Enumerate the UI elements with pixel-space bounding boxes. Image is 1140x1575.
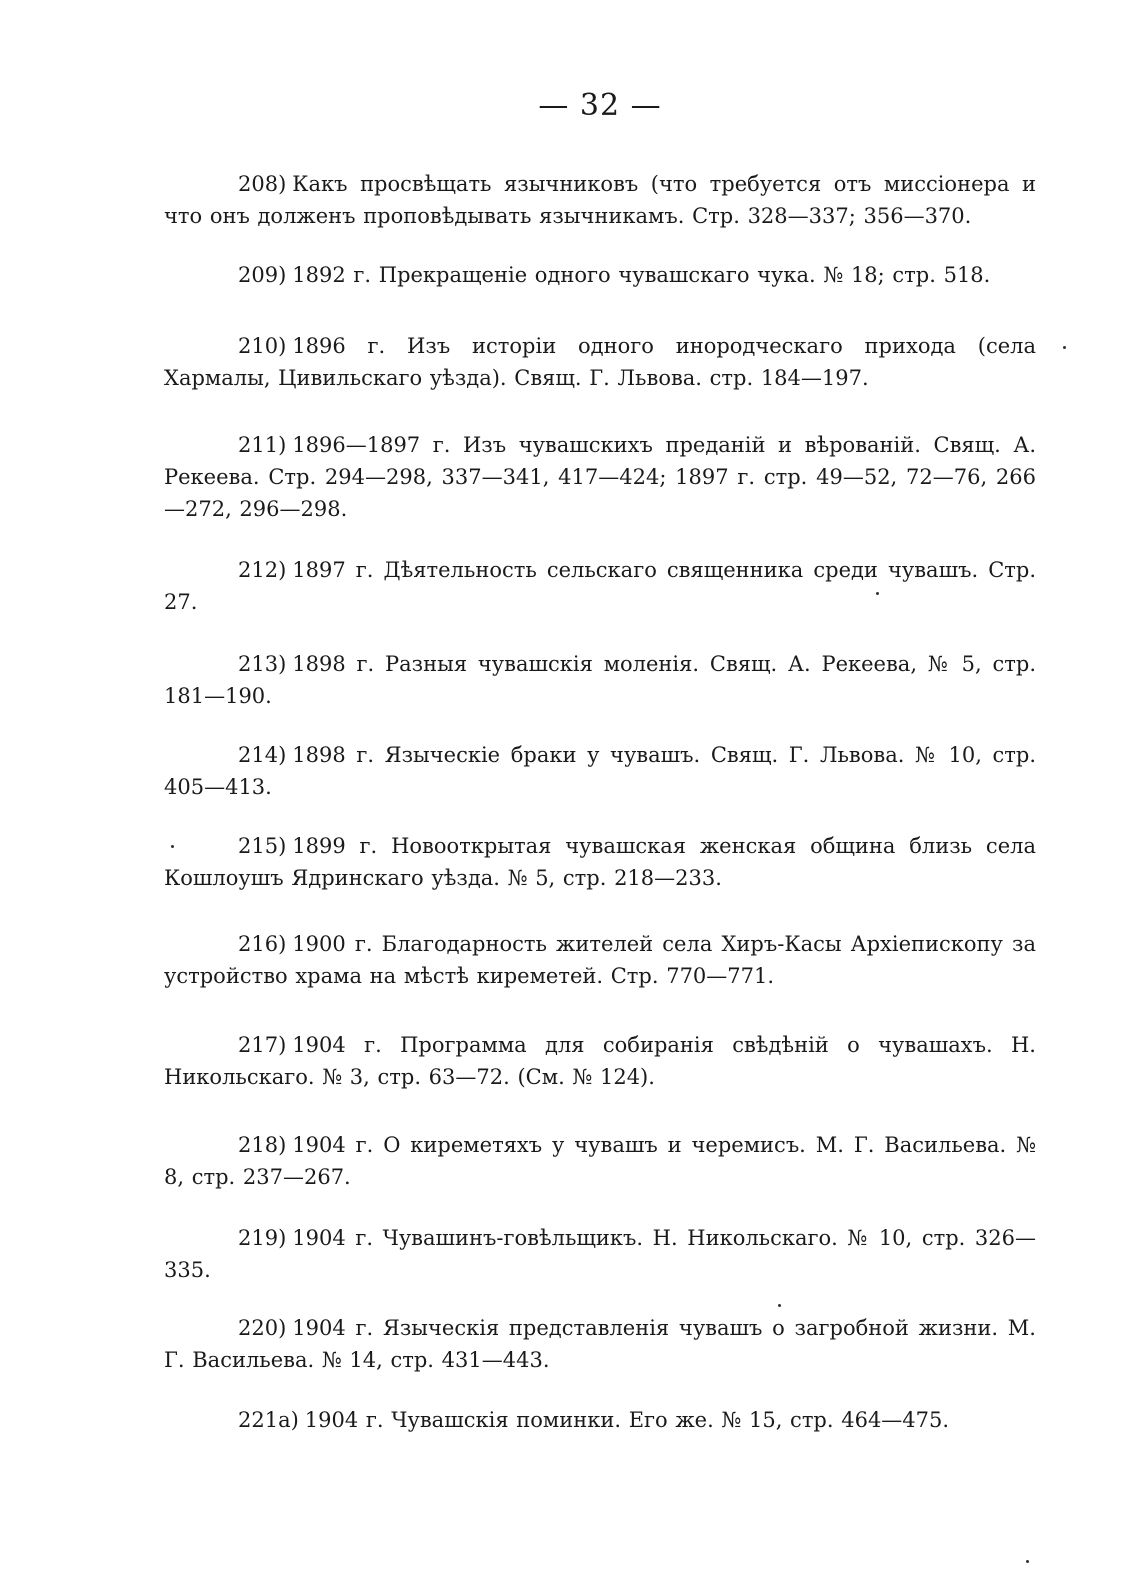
entry-text: 1904 г. Программа для собиранія свѣдѣній о чувашахъ. Н. Никольскаго. № 3, стр. 63—72. (См. № 124). <box>164 1033 1036 1089</box>
bibliography-entry-214 <box>164 739 1036 803</box>
bibliography-entry-217 <box>164 1029 1036 1093</box>
entry-number: 208) <box>238 172 287 196</box>
entry-text: 1904 г. Чувашинъ-говѣльщикъ. Н. Никольскаго. № 10, стр. 326—335. <box>164 1226 1036 1282</box>
scan-speck <box>778 1304 781 1307</box>
entry-number: 213) <box>238 652 287 676</box>
entry-text: 1900 г. Благодарность жителей села Хиръ-Касы Архіепископу за устройство храма на мѣстѣ киреметей. Стр. 770—771. <box>164 932 1036 988</box>
entry-number: 209) <box>238 263 287 287</box>
entry-text: 1897 г. Дѣятельность сельскаго священника среди чувашъ. Стр. 27. <box>164 558 1036 614</box>
bibliography-entry-218 <box>164 1129 1036 1193</box>
entry-number: 220) <box>238 1316 287 1340</box>
entry-number: 211) <box>238 433 287 457</box>
bibliography-entry-209 <box>164 259 1036 291</box>
entry-text: 1892 г. Прекращеніе одного чувашскаго чука. № 18; стр. 518. <box>292 263 991 287</box>
entry-text: 1904 г. О киреметяхъ у чувашъ и черемисъ. М. Г. Васильева. № 8, стр. 237—267. <box>164 1133 1036 1189</box>
entry-text: 1904 г. Чувашскія поминки. Его же. № 15, стр. 464—475. <box>304 1408 950 1432</box>
entry-number: 212) <box>238 558 287 582</box>
scan-speck <box>876 592 879 595</box>
bibliography-entry-208 <box>164 168 1036 232</box>
bibliography-entry-216 <box>164 928 1036 992</box>
entry-text: 1898 г. Разныя чувашскія моленія. Свящ. А. Рекеева, № 5, стр. 181—190. <box>164 652 1036 708</box>
entry-text: 1898 г. Языческіе браки у чувашъ. Свящ. Г. Львова. № 10, стр. 405—413. <box>164 743 1036 799</box>
page-number: — 32 — <box>538 88 662 123</box>
entry-number: 210) <box>238 334 287 358</box>
scan-speck <box>171 845 174 848</box>
bibliography-entry-221a <box>164 1404 1036 1436</box>
scan-speck <box>1026 1560 1029 1563</box>
entry-number: 215) <box>238 834 287 858</box>
entry-number: 214) <box>238 743 287 767</box>
entry-number: 221a) <box>238 1408 299 1432</box>
bibliography-entry-215 <box>164 830 1036 894</box>
bibliography-entry-213 <box>164 648 1036 712</box>
scan-speck <box>1063 346 1066 349</box>
entry-number: 216) <box>238 932 287 956</box>
entry-number: 218) <box>238 1133 287 1157</box>
entry-text: 1896—1897 г. Изъ чувашскихъ преданій и вѣрованій. Свящ. А. Рекеева. Стр. 294—298, 337—341, 417—424; 1897 г. стр. 49—52, 72—76, 266—272, 296—298. <box>164 433 1036 521</box>
entry-text: 1899 г. Новооткрытая чувашская женская община близь села Кошлоушъ Ядринскаго уѣзда. № 5, стр. 218—233. <box>164 834 1036 890</box>
entry-text: 1896 г. Изъ исторіи одного инородческаго прихода (села Хармалы, Цивильскаго уѣзда). Свящ. Г. Львова. стр. 184—197. <box>164 334 1036 390</box>
bibliography-entry-219 <box>164 1222 1036 1286</box>
bibliography-entry-211 <box>164 429 1036 525</box>
bibliography-entry-210 <box>164 330 1036 394</box>
entry-text: Какъ просвѣщать язычниковъ (что требуется отъ миссіонера и что онъ долженъ проповѣдывать язычникамъ. Стр. 328—337; 356—370. <box>164 172 1036 228</box>
bibliography-entry-220 <box>164 1312 1036 1376</box>
entry-text: 1904 г. Языческія представленія чувашъ о загробной жизни. М. Г. Васильева. № 14, стр. 431—443. <box>164 1316 1036 1372</box>
bibliography-entry-212 <box>164 554 1036 618</box>
entry-number: 217) <box>238 1033 287 1057</box>
entry-number: 219) <box>238 1226 287 1250</box>
